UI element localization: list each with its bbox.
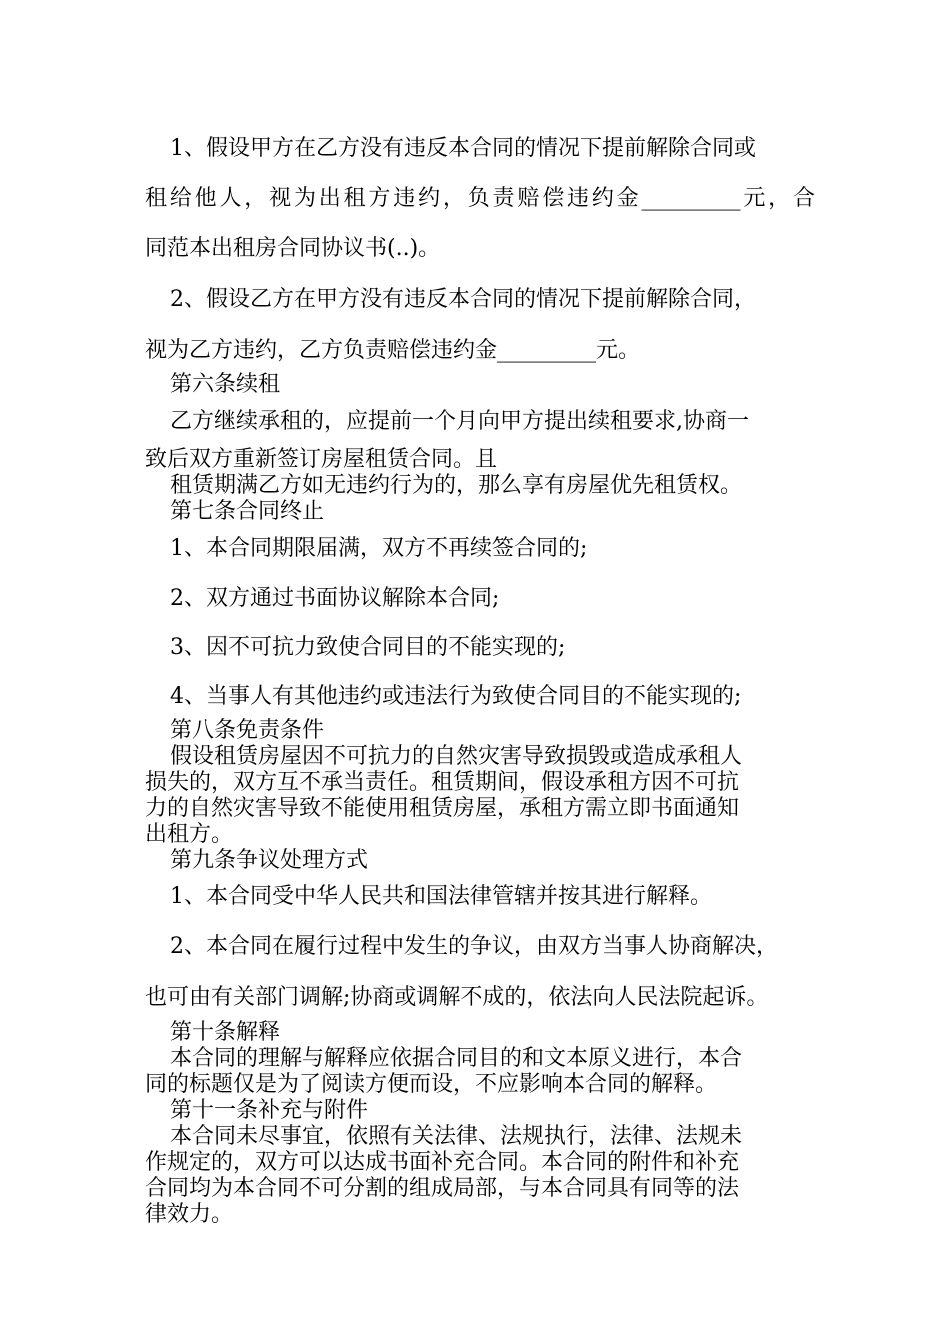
article-8-line-4: 出租方。	[145, 822, 234, 847]
article-7-item: 4、当事人有其他违约或违法行为致使合同目的不能实现的;	[170, 684, 742, 709]
penalty-item-2-line-1: 2、假设乙方在甲方没有违反本合同的情况下提前解除合同，	[170, 287, 756, 312]
article-7-item: 2、双方通过书面协议解除本合同;	[170, 586, 500, 611]
article-7-item: 3、因不可抗力致使合同目的不能实现的;	[170, 635, 566, 660]
article-9-item-2-line-2: 也可由有关部门调解;协商或调解不成的，依法向人民法院起诉。	[145, 985, 769, 1010]
article-6-heading: 第六条续租	[170, 372, 281, 397]
article-9-item-2-line-1: 2、本合同在履行过程中发生的争议，由双方当事人协商解决，	[170, 934, 778, 959]
article-10-line-2: 同的标题仅是为了阅读方便而设，不应影响本合同的解释。	[145, 1072, 718, 1097]
article-11-line-1: 本合同未尽事宜，依照有关法律、法规执行，法律、法规未	[170, 1124, 743, 1149]
article-10-heading: 第十条解释	[170, 1020, 281, 1045]
article-8-heading: 第八条免责条件	[170, 718, 325, 743]
article-6-line-2: 致后双方重新签订房屋租赁合同。且	[145, 447, 498, 472]
article-11-heading: 第十一条补充与附件	[170, 1098, 369, 1123]
article-8-line-1: 假设租赁房屋因不可抗力的自然灾害导致损毁或造成承租人	[170, 744, 743, 769]
article-9-heading: 第九条争议处理方式	[170, 848, 369, 873]
article-11-line-2: 作规定的，双方可以达成书面补充合同。本合同的附件和补充	[145, 1150, 740, 1175]
penalty-item-2-line-2: 视为乙方违约，乙方负责赔偿违约金_________元。	[145, 338, 641, 363]
article-9-item-1: 1、本合同受中华人民共和国法律管辖并按其进行解释。	[170, 884, 712, 909]
article-11-line-4: 律效力。	[145, 1202, 234, 1227]
article-8-line-3: 力的自然灾害导致不能使用租赁房屋，承租方需立即书面通知	[145, 796, 740, 821]
penalty-item-1-line-3: 同范本出租房合同协议书(..)。	[145, 236, 441, 261]
article-6-line-1: 乙方继续承租的，应提前一个月向甲方提出续租要求,协商一	[170, 409, 749, 434]
article-7-item: 1、本合同期限届满，双方不再续签合同的;	[170, 536, 588, 561]
article-7-heading: 第七条合同终止	[170, 499, 325, 524]
article-11-line-3: 合同均为本合同不可分割的组成局部，与本合同具有同等的法	[145, 1176, 740, 1201]
article-6-line-3: 租赁期满乙方如无违约行为的，那么享有房屋优先租赁权。	[170, 473, 743, 498]
article-8-line-2: 损失的，双方互不承当责任。租赁期间，假设承租方因不可抗	[145, 770, 740, 795]
penalty-item-1-line-2: 租给他人，视为出租方违约，负责赔偿违约金_________元，合	[145, 186, 815, 211]
article-10-line-1: 本合同的理解与解释应依据合同目的和文本原义进行，本合	[170, 1046, 743, 1071]
penalty-item-1-line-1: 1、假设甲方在乙方没有违反本合同的情况下提前解除合同或	[170, 136, 756, 161]
